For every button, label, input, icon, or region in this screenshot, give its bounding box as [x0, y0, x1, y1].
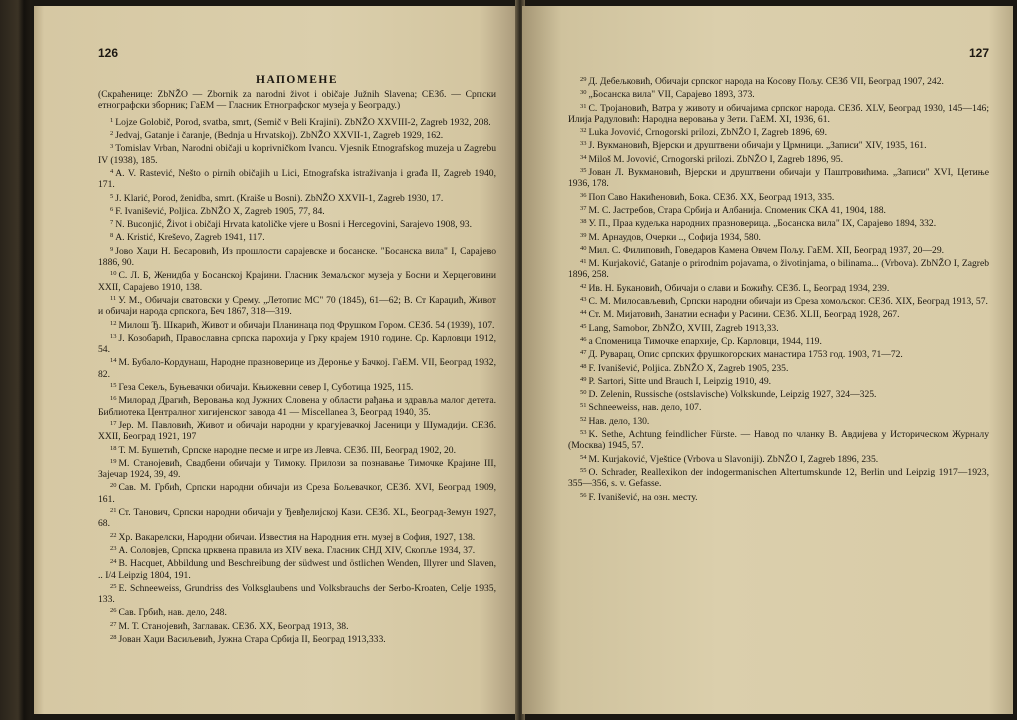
footnote-number: 4: [110, 168, 114, 175]
footnote-item: [568, 321, 989, 334]
footnote-number: 51: [580, 402, 587, 410]
footnote-text: B. Hacquet, Abbildung und Beschreibung der südwest und östlichen Wenden, Illyrer und Slaven, .. I/4 Leipzig 1804, 191.: [98, 558, 496, 581]
footnote-item: [568, 125, 989, 138]
footnote-item: [98, 331, 496, 356]
footnote-number: 49: [580, 375, 587, 383]
footnote-number: 21: [110, 507, 117, 515]
footnote-item: [568, 87, 989, 100]
footnote-number: 37: [580, 204, 587, 212]
footnote-item: [98, 480, 496, 505]
footnote-item: [568, 347, 989, 360]
footnote-text: D. Zelenin, Russische (ostslavische) Volkskunde, Leipzig 1927, 324—325.: [588, 389, 877, 401]
footnote-number: 26: [110, 607, 117, 615]
footnote-item: [568, 216, 989, 229]
footnote-text: A. Kristić, Kreševo, Zagreb 1941, 117.: [115, 232, 265, 244]
footnote-number: 53: [580, 429, 587, 437]
left-page: [34, 6, 518, 714]
footnote-item: [98, 443, 496, 456]
footnote-number: 28: [110, 633, 117, 641]
footnote-text: М. Т. Станојевић, Заглавак. СЕЗб. XX, Београд 1913, 38.: [118, 620, 349, 632]
footnote-number: 1: [110, 116, 114, 124]
footnote-text: У. М., Обичаји сватовски у Срему. „Летопис МС" 70 (1845), 61—62; В. Ст Караџић, Живот и обичаји народа српскога, Беч 1867, 318—319.: [98, 294, 496, 318]
footnote-item: [568, 152, 989, 165]
footnote-item: [568, 334, 989, 347]
footnote-item: [98, 505, 496, 530]
footnote-item: [568, 414, 989, 427]
footnote-number: 46: [580, 335, 587, 343]
footnote-item: [568, 281, 989, 294]
footnote-item: [568, 294, 989, 307]
footnote-text: Tomislav Vrban, Narodni običaji u koprivničkom Ivancu. Vjesnik Etnografskog muzeja u Zagrebu IV (1938), 185.: [98, 143, 496, 166]
footnote-number: 47: [580, 349, 587, 357]
footnote-number: 10: [110, 270, 117, 278]
footnote-text: Ј. Вукмановић, Вјерски и друштвени обичаји у Црмници. „Записи" XIV, 1935, 161.: [588, 140, 927, 152]
footnote-number: 3: [110, 143, 114, 151]
footnote-text: Сав. М. Грбић, Српски народни обичаји из Среза Бољевачког, СЕЗб. XVI, Београд 1909, 161.: [98, 482, 496, 505]
footnote-number: 11: [110, 294, 117, 302]
right-page-number: 127: [968, 46, 989, 60]
footnote-text: С. Л. Б, Женидба у Босанској Крајини. Гласник Земаљског музеја у Босни и Херцеговини XXII, Сарајево 1910, 138.: [98, 270, 496, 293]
footnote-text: E. Schneeweiss, Grundriss des Volksglaubens und Volksbrauchs der Serbo-Kroaten, Celje 1935, 133.: [98, 582, 496, 606]
footnote-text: M. Kurjaković, Vještice (Vrbova u Slavoniji). ZbNŽO I, Zagreb 1896, 235.: [588, 453, 879, 465]
footnote-text: „Босанска вила" VII, Сарајево 1893, 373.: [588, 89, 755, 101]
footnote-item: [568, 101, 989, 126]
footnote-text: Ј. Козобарић, Православна српска парохија у Грку крајем 1910 године. Ср. Карловци 1912, 54.: [98, 332, 496, 356]
footnote-text: K. Sethe, Achtung feindlicher Fürste. — Навод по чланку В. Авдијева у Историческом Журналу (Москва) 1945, 57.: [568, 429, 989, 452]
footnote-text: Miloš M. Jovović, Crnogorski prilozi. ZbNŽO I, Zagreb 1896, 95.: [588, 153, 843, 165]
footnote-number: 7: [110, 219, 114, 227]
footnote-number: 48: [580, 362, 587, 370]
footnote-number: 50: [580, 389, 587, 397]
footnote-text: А. Соловјев, Српска црквена правила из XIV века. Гласник СНД XIV, Скопље 1934, 37.: [118, 544, 476, 556]
footnote-item: [98, 204, 496, 217]
footnote-text: A. V. Rastević, Nešto o pirnih običajih u Lici, Etnografska istraživanja i građa II, Zagreb 1940, 171.: [98, 168, 496, 191]
footnote-item: [568, 307, 989, 320]
footnote-text: Милош Ђ. Шкарић, Живот и обичаји Планинаца под Фрушком Гором. СЕЗб. 54 (1939), 107.: [118, 319, 495, 331]
footnote-text: Сав. Грбић, нав. дело, 248.: [118, 607, 227, 619]
footnote-text: J. Klarić, Porod, ženidba, smrt. (Kraiše u Bosni). ZbNŽO XXVII-1, Zagreb 1930, 17.: [115, 192, 444, 204]
footnote-number: 16: [110, 395, 117, 403]
footnote-number: 54: [580, 453, 587, 461]
footnote-number: 15: [110, 382, 117, 390]
footnote-number: 52: [580, 415, 587, 423]
footnote-item: [568, 74, 989, 87]
footnote-number: 12: [110, 319, 117, 327]
footnote-text: Поп Саво Накићеновић, Бока. СЕЗб. XX, Београд 1913, 335.: [588, 191, 835, 203]
footnote-text: Д. Руварац, Опис српских фрушкогорских манастира 1753 год. 1903, 71—72.: [588, 349, 903, 361]
footnote-number: 8: [110, 232, 114, 240]
footnote-item: [98, 632, 496, 645]
footnote-number: 42: [580, 282, 587, 290]
footnote-number: 23: [110, 544, 117, 552]
footnote-item: [98, 217, 496, 230]
footnote-number: 6: [110, 205, 114, 213]
footnote-text: М. Арнаудов, Очерки .., Софија 1934, 580.: [588, 231, 761, 243]
footnote-text: Нав. дело, 130.: [588, 415, 650, 427]
footnote-item: [98, 318, 496, 331]
footnote-number: 2: [110, 130, 114, 138]
footnote-item: [98, 581, 496, 606]
footnote-item: [568, 203, 989, 216]
footnote-number: 32: [580, 127, 587, 135]
footnote-text: F. Ivanišević, на озн. месту.: [588, 491, 698, 503]
left-notes-list: [98, 115, 496, 645]
footnote-text: Милорад Драгић, Веровања код Јужних Словена у области рађања и здравља малог детета. Библиотека Централног хигијенског завода 41 — Miscellanea 3, Београд 1940, 35.: [98, 395, 496, 418]
footnote-text: М. С. Јастребов, Стара Србија и Албанија. Споменик СКА 41, 1904, 188.: [588, 204, 886, 216]
footnote-item: [568, 230, 989, 243]
footnote-number: 40: [580, 244, 587, 252]
footnote-text: Јово Хаџи Н. Бесаровић, Из прошлости сарајевске и босанске. "Босанска вила" I, Сарајево 1886, 90.: [98, 245, 496, 269]
footnote-item: [98, 530, 496, 543]
footnote-text: Lang, Samobor, ZbNŽO, XVIII, Zagreb 1913,33.: [588, 322, 779, 334]
footnote-item: [98, 166, 496, 191]
footnote-item: [568, 400, 989, 413]
footnote-item: [98, 128, 496, 141]
footnote-number: 9: [110, 245, 114, 253]
footnote-number: 31: [580, 102, 587, 110]
footnote-text: M. Kurjaković, Gatanje o prirodnim pojavama, o životinjama, o bilinama... (Vrbova). ZbNŽO I, Zagreb 1896, 258.: [568, 258, 989, 281]
footnote-item: [98, 380, 496, 393]
footnote-number: 17: [110, 419, 117, 427]
footnote-item: [98, 556, 496, 581]
footnote-text: Јован Хаџи Васиљевић, Јужна Стара Србија II, Београд 1913,333.: [118, 633, 386, 645]
footnote-number: 45: [580, 322, 587, 330]
footnote-number: 44: [580, 309, 587, 317]
footnote-text: М. Станојевић, Свадбени обичаји у Тимоку. Прилози за познавање Тимочке Крајине III, Зајечар 1924, 39, 49.: [98, 457, 496, 481]
footnote-item: [568, 452, 989, 465]
footnote-item: [98, 244, 496, 269]
footnote-number: 39: [580, 231, 587, 239]
footnote-item: [568, 190, 989, 203]
footnote-item: [568, 361, 989, 374]
footnote-item: [98, 456, 496, 481]
footnote-number: 14: [110, 357, 117, 365]
footnote-number: 36: [580, 191, 587, 199]
footnote-text: F. Ivanišević, Poljica. ZbNŽO X, Zagreb 1905, 77, 84.: [115, 205, 325, 217]
footnote-item: [98, 191, 496, 204]
footnote-item: [98, 393, 496, 418]
footnote-item: [98, 268, 496, 293]
footnote-item: [98, 355, 496, 380]
footnote-number: 33: [580, 140, 587, 148]
footnote-number: 30: [580, 89, 587, 97]
footnote-text: P. Sartori, Sitte und Brauch I, Leipzig 1910, 49.: [588, 375, 772, 387]
footnote-text: С. М. Милосављевић, Српски народни обичаји из Среза хомољског. СЕЗб. XIX, Београд 1913, 57.: [588, 296, 988, 308]
footnote-text: Геза Секељ, Буњевачки обичаји. Књижевни север I, Суботица 1925, 115.: [118, 382, 414, 394]
footnote-item: [98, 605, 496, 618]
footnote-item: [568, 374, 989, 387]
footnote-item: [568, 138, 989, 151]
footnote-item: [98, 418, 496, 443]
footnote-text: Lojze Golobič, Porod, svatba, smrt, (Semič v Beli Krajini). ZbNŽO XXVIII-2, Zagreb 1932, 208.: [115, 116, 491, 128]
footnote-number: 35: [580, 167, 587, 175]
footnote-text: Ст. Танович, Српски народни обичаји у Ђевђелијској Кази. СЕЗб. XL, Београд-Земун 1927, 68.: [98, 507, 496, 530]
footnote-item: [568, 256, 989, 281]
footnote-text: Јер. М. Павловић, Живот и обичаји народни у крагујевачкој Јасеници у Шумадији. СЕЗб. XXII, Београд 1921, 197: [98, 419, 496, 443]
abbreviations-intro: (Скраћенице: ZbNŽO — Zbornik za narodni život i običaje Južnih Slavena; СЕЗб. — Српски етнографски зборник; ГаЕМ — Гласник Етнографског музеја у Београду.): [98, 89, 496, 112]
footnote-text: N. Buconjić, Život i običaji Hrvata katoličke vjere u Bosni i Hercegovini, Sarajevo 1908, 93.: [115, 219, 472, 231]
footnote-number: 38: [580, 218, 587, 226]
footnote-text: Ст. М. Мијатовић, Занатии еснафи у Расини. СЕЗб. XLII, Београд 1928, 267.: [588, 309, 900, 321]
footnote-item: [98, 619, 496, 632]
footnote-number: 27: [110, 620, 117, 628]
footnote-text: Jedvaj, Gatanje i čaranje, (Bednja u Hrvatskoj). ZbNŽO XXVII-1, Zagreb 1929, 162.: [115, 130, 444, 142]
footnote-number: 19: [110, 457, 117, 465]
footnote-number: 41: [580, 258, 587, 266]
footnote-text: а Споменица Тимочке епархије, Ср. Карловци, 1944, 119.: [588, 335, 822, 347]
footnote-text: Schneeweiss, нав. дело, 107.: [588, 402, 702, 414]
footnote-item: [568, 243, 989, 256]
footnote-number: 25: [110, 582, 117, 590]
footnote-item: [98, 230, 496, 243]
footnote-number: 5: [110, 192, 114, 200]
footnote-item: [98, 115, 496, 128]
footnote-text: Luka Jovović, Crnogorski prilozi, ZbNŽO I, Zagreb 1896, 69.: [588, 127, 827, 139]
notes-heading: НАПОМЕНЕ: [256, 74, 338, 86]
footnote-number: 56: [580, 491, 587, 499]
footnote-number: 43: [580, 296, 587, 304]
footnote-text: F. Ivanišević, Poljica. ZbNŽO X, Zagreb 1905, 235.: [588, 362, 789, 374]
footnote-text: С. Тројановић, Ватра у животу и обичајима српског народа. СЕЗб. XLV, Београд 1930, 145—146; Илија Радуловић: Народна веровања у Зети. ГаЕМ. XI, 1936, 61.: [568, 102, 989, 125]
footnote-text: У. П., Праа кудељка народних празноверица. „Босанска вила" IX, Сарајево 1894, 332.: [588, 218, 937, 230]
footnote-number: 13: [110, 332, 117, 340]
footnote-text: Мил. С. Филиповић, Говедаров Камена Овчем Пољу. ГаЕМ. XII, Београд 1937, 20—29.: [588, 244, 945, 256]
footnote-number: 22: [110, 531, 117, 539]
footnote-text: М. Бубало-Кордунаш, Народне празноверице из Деронье у Бачкој. ГаЕМ. VII, Београд 1932, 82.: [98, 357, 496, 380]
footnote-text: Т. М. Бушетић, Српске народне песме и игре из Левча. СЕЗб. III, Београд 1902, 20.: [118, 444, 456, 456]
footnote-number: 24: [110, 558, 117, 566]
footnote-item: [568, 490, 989, 503]
footnote-item: [568, 387, 989, 400]
footnote-item: [98, 141, 496, 166]
footnote-number: 34: [580, 153, 587, 161]
right-page: [522, 6, 1013, 714]
footnote-text: Јован Л. Вукмановић, Вјерски и друштвени обичаји у Паштровићима. „Записи" XVI, Цетиње 1936, 178.: [568, 167, 989, 190]
footnote-item: [568, 165, 989, 190]
footnote-text: Ив. Н. Букановић, Обичаји о слави и Божићу. СЕЗб. L, Београд 1934, 239.: [588, 282, 890, 294]
footnote-number: 29: [580, 76, 587, 83]
footnote-item: [98, 543, 496, 556]
left-page-number: 126: [98, 46, 119, 60]
footnote-number: 20: [110, 482, 117, 490]
footnote-item: [568, 465, 989, 490]
footnote-text: Д. Дебељковић, Обичаји српског народа на Косову Пољу. СЕЗб VII, Београд 1907, 242.: [588, 76, 944, 87]
right-notes-list: [568, 74, 989, 503]
footnote-text: O. Schrader, Reallexikon der indogermanischen Altertumskunde 12, Berlin und Leipzig 1917—1923, 355—356, s. v. Gefasse.: [568, 466, 989, 490]
footnote-item: [568, 427, 989, 452]
footnote-text: Хр. Вакарелски, Народни обичаи. Известия на Народния етн. музеј в София, 1927, 138.: [118, 531, 476, 543]
footnote-number: 18: [110, 444, 117, 452]
footnote-number: 55: [580, 466, 587, 474]
footnote-item: [98, 293, 496, 318]
